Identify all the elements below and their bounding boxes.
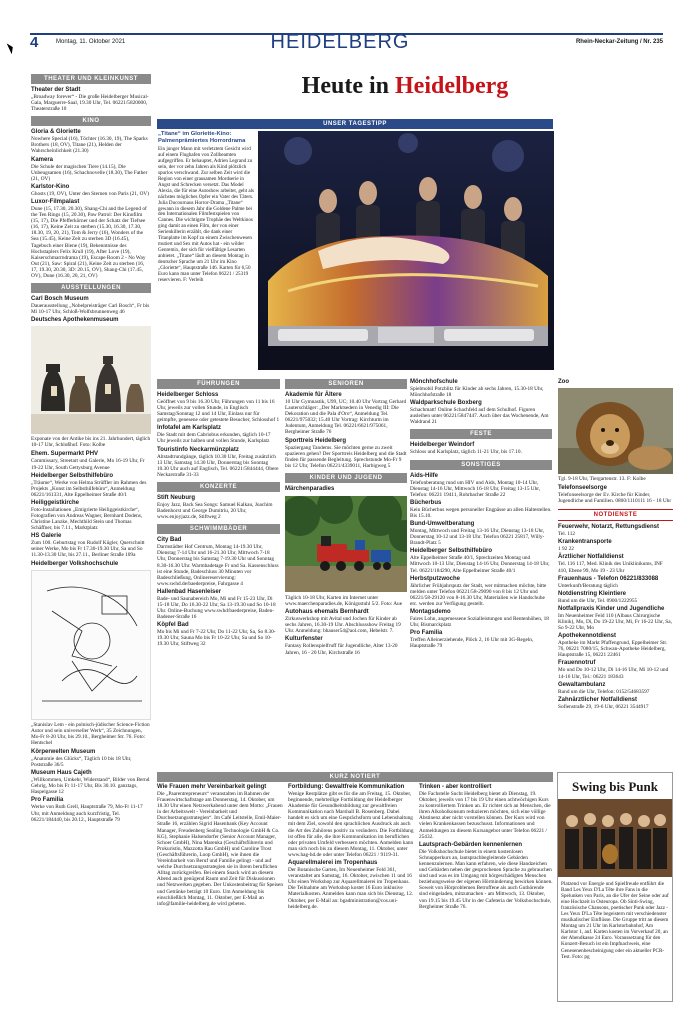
listing-text: Mo und Do 10-12 Uhr, Di 14-16 Uhr, Mi 10-12 und 14-16 Uhr, Tel.: 06221 183643 bbox=[558, 667, 669, 680]
senioren-section-head: SENIOREN bbox=[285, 379, 407, 389]
listing-entry bbox=[31, 451, 151, 470]
lem-drawing-illustration bbox=[32, 571, 151, 720]
listing-entry bbox=[410, 400, 552, 425]
listing-entry bbox=[285, 438, 407, 469]
listing-text: Im Neuenheimer Feld 110 (Albaus Chirurgische Klinik), Mo, Di, Do 19-22 Uhr, Mi, Fr 16-22 Uhr, Sa, So 9-22 Uhr, Mo bbox=[558, 612, 672, 632]
listing-title: Deutsches Apothekenmuseum bbox=[31, 317, 119, 324]
listing-entry bbox=[410, 379, 552, 398]
listing-text: 10 Uhr Gymnastik, U99, UC; 10.40 Uhr Vortrag Gerhard Lauterschläger: „Der Marktsedern in Venedig III: Die Dekoration und die Pala d'Oro“, Anmeldung Tel. 06221/975032; 15.40 Uhr Vortrag: Kirchturm im Judentum, Anmeldung Tel. 06221/6621/975061, Bergheimer Straße 76 bbox=[285, 399, 407, 436]
listing-title: Kulturfenster bbox=[285, 636, 323, 643]
maerchenparadies-photo bbox=[285, 496, 407, 592]
listing-text: Mo bis Mi und Fr 7-22 Uhr, Do 11-22 Uhr, Sa, So 8.30-19.30 Uhr, Sauna Mo bis Fr 10-22 Uhr, Sa und So 10-19.30 Uhr, Stiftweg 32 bbox=[157, 629, 276, 648]
listing-entry bbox=[419, 842, 553, 910]
sonstiges-section-head: SONSTIGES bbox=[410, 460, 552, 470]
listing-title: Heidelberger Volkshochschule bbox=[31, 560, 119, 567]
listing-title: Karlstor-Kino bbox=[31, 183, 70, 190]
listing-entry bbox=[31, 157, 151, 182]
schulen-list bbox=[410, 379, 552, 425]
paper-name: Rhein-Neckar-Zeitung / Nr. 235 bbox=[575, 39, 663, 45]
listing-text: Foto-Installationen „Emigrierte Heiliggeistkirche“, Fotografien von Andreas Wagner, Bernhard Dodens, Christine Lanzke, Mechthild Stein und Thomas Schäffner, bis 7.11., Marktplatz bbox=[31, 506, 143, 532]
column-2 bbox=[157, 379, 280, 650]
zoo-caption: Tgl. 9-18 Uhr, Tiergartenstr. 13. F: Kolbe bbox=[558, 476, 646, 482]
listing-text: Faires Lohn, angemessene Sozialleistungen und Rentenhöhen, 18 Uhr, Bismarckplatz bbox=[410, 615, 549, 629]
listing-title: Fortbildung: Gewaltfreie Kommunikation bbox=[288, 784, 405, 790]
listing-title: HS Galerie bbox=[31, 533, 62, 540]
listing-text: Apotheke im Markt Pfaffengrund, Eppelheimer Str. 76, 06221 7080/15, Schwan-Apotheke Heidelberg, Hauptstraße 15, 06221 22461 bbox=[558, 640, 668, 659]
tagestipp-body: Ein junger Mann mit verletztem Gesicht wird auf einem Flughafen von Zollbeamten aufgegriffen. Er behauptet, Adrien Legrand zu sein, der vor zehn Jahren als Kind plötzlich spurlos verschwand. Zur selben Zeit wird die Region von einer grausamen Mordserie in Angst und Schrecken versetzt. Das Model Alexia, die für eine Autoshow arbeitet, geht als nächstes mögliches Opfer ein Vater des Täters. Julia Ducournaus Horror-Drama „Titane“ gewann in diesem Jahr die Goldene Palme bei den Internationalen Filmfestspielen von Cannes. Die wichtigste Trophäe des Weltkinos ging damit an einen Film, der von einer Serienkillerin erzählt, die dank einer Titanplatte im Kopf zu einem Zwischenwesen mutiert und Sex mit Autos hat - ein wilder Genremix, der sich für vielfältige Lesarten anbietet. „Titane“ läuft an diesem Montag in deutscher Sprache um 21 Uhr im Kino „Gloriette“, Hauptstraße 146. Karten für 6,50 Euro kann man unter Telefon 06221 / 25319 reservieren. F: Verleih bbox=[158, 146, 255, 283]
listing-entry bbox=[288, 860, 415, 910]
theater-list bbox=[31, 87, 151, 112]
listing-text: Kein Bücherbus wegen personeller Engpässe an allen Haltestellen. Bis 15.10. bbox=[410, 506, 552, 519]
listing-title: Luxor-Filmpalast bbox=[31, 198, 80, 205]
listing-title: Ehem. Supermarkt PHV bbox=[31, 451, 99, 458]
listing-title: Apothekennotdienst bbox=[558, 633, 616, 640]
listing-entry bbox=[410, 500, 552, 519]
listing-entry bbox=[157, 784, 284, 907]
listing-title: Autohaus ehemals Bernhardt bbox=[285, 609, 369, 616]
listing-title: Krankentransporte bbox=[558, 539, 612, 546]
listing-text: „Träume“, Werke von Helma Strüffler im Rahmen des Projekts „Kunst im Selbsthilfebüro“, Anmeldung 06221/161331, Alte Eppelheimer Straße 40/1 bbox=[31, 479, 147, 498]
zoo-title: Zoo bbox=[558, 379, 569, 385]
band-photo bbox=[558, 799, 672, 877]
listing-title: Stift Neuburg bbox=[157, 494, 195, 501]
kinder-list bbox=[285, 609, 407, 655]
telefonseelsorge-list bbox=[558, 485, 673, 504]
listing-title: Carl Bosch Museum bbox=[31, 296, 89, 303]
listing-entry bbox=[31, 199, 151, 279]
listing-title: Ärztlicher Notfalldienst bbox=[558, 554, 624, 561]
listing-title: Feuerwehr, Notarzt, Rettungsdienst bbox=[558, 524, 660, 531]
listing-title: Waldparkschule Boxberg bbox=[410, 400, 482, 407]
listing-entry bbox=[31, 533, 151, 558]
listing-entry bbox=[558, 524, 673, 537]
listing-entry bbox=[31, 500, 151, 531]
listing-text: Geöffnet von 9 bis 16.30 Uhr, Führungen von 11 bis 16 Uhr, jeweils zur vollen Stunde, in Englisch Samstag/Sonntag 12 und 14 Uhr, Einlass nur für geimpfte, genesene oder getestete Besucher, Schlosshof 1 bbox=[157, 399, 280, 424]
listing-text: Zirkuswerkshop mit Avital und Jochen für Kinder ab sechs Jahren, 16.30-19 Uhr. Abschlussshow Freitag 19 Uhr. Anmeldung: bhauser54@aol.com, Hebelstr. 7. bbox=[285, 616, 401, 635]
listing-title: Infotafel am Karlsplatz bbox=[157, 425, 222, 432]
listing-title: Hallenbad Hasenleiser bbox=[157, 588, 222, 595]
kurz-column-1 bbox=[157, 784, 284, 909]
listing-entry bbox=[157, 537, 280, 587]
schwimmbaeder-list bbox=[157, 537, 280, 647]
listing-text: Spaziergang Tandems. Sie möchten gerne zu zweit spazieren gehen? Der Sporttreis Heidelberg und die Stadt finden für passende Begleitung. Sprechstunde Mo-Fr 9 bis 12 Uhr, Telefon 06221/4339011, Harbigweg 5 bbox=[285, 444, 407, 469]
listing-entry bbox=[31, 770, 151, 795]
listing-entry bbox=[419, 784, 553, 840]
listing-entry bbox=[157, 425, 280, 444]
listing-text: Darmstädter Hof Centrum, Montag 14-19.30 Uhr, Dienstag 7-14 Uhr und 16-21.30 Uhr, Mittwoch 7-18 Uhr, Donnerstag bis Samstag 7-19.30 Uhr und Sonntag 8.30-16.30 Uhr. Warmbadetage Fr und Sa. Kassenschluss ist eine Stunde, Badeschluss 30 Minuten vor Badeschließung, Onlinereservierung: www.swhd.de/baederpreise, Fahrgasse 4 bbox=[157, 544, 279, 587]
listing-title: Lautsprach-Gebärden kennenlernen bbox=[419, 841, 523, 848]
listing-entry bbox=[410, 548, 552, 573]
maerchenparadies-title: Märchenparadies bbox=[285, 485, 335, 492]
titane-photo bbox=[258, 131, 554, 370]
notdienste-section-head: NOTDIENSTE bbox=[558, 509, 673, 521]
listing-title: Notdienstring Kleintiere bbox=[558, 590, 627, 597]
swing-bis-punk-box bbox=[557, 772, 673, 1002]
left-column bbox=[31, 74, 151, 825]
page-headline bbox=[275, 73, 535, 100]
listing-title: Bund-Umweltberatung bbox=[410, 521, 475, 528]
listing-entry bbox=[285, 636, 407, 655]
kurz-notiert-head: KURZ NOTIERT bbox=[157, 772, 553, 782]
listing-entry bbox=[31, 749, 151, 768]
listing-title: Heiliggeistkirche bbox=[31, 499, 80, 506]
listing-entry bbox=[31, 561, 151, 568]
swing-text: Platzend vor Energie und Spielfreude entführt die Band Les Yeux D'La Tête ihre Fans in die Spelunken von Paris, an die Ufer der Seine oder auf eine Hochzeit in Osteuropa. Ob Sinti-Swing, französische Chansons, poetischer Punk oder Jazz - Les Yeux D'La Tête begeistern mit verschiedenster musikalischer Einflüsse. Die Gruppe tritt an diesem Montag um 21 Uhr im Karlstorbahnhof, Am Karlstor 1, auf. Karten kosten im Vorverkauf 20, an der Abendkasse 24 Euro. Voraussetzung für den Konzert-Besuch ist ein Impfnachweis, eine Genesenenbescheinigung oder ein aktueller PCR-Test. Foto: pg bbox=[561, 881, 669, 960]
listing-text: Tel. 116 117, Med. Klinik des Uniklinikums, INF 410, Ebene 99, Mo 19 - 23 Uhr bbox=[558, 561, 663, 574]
listing-title: Heidelberger Schloss bbox=[157, 392, 219, 398]
headline-part-2: Heidelberg bbox=[395, 73, 509, 99]
listing-entry bbox=[558, 606, 673, 631]
listing-entry bbox=[410, 576, 552, 607]
exhibition-list bbox=[31, 296, 151, 324]
exhibition-list-2 bbox=[31, 451, 151, 567]
swing-title: Swing bis Punk bbox=[572, 779, 658, 794]
section-title: HEIDELBERG bbox=[270, 31, 410, 53]
notdienste-list bbox=[558, 524, 673, 710]
listing-title: Sporttreis Heidelberg bbox=[285, 437, 347, 444]
listing-title: Köpfel Bad bbox=[157, 622, 189, 629]
listing-title: Kamera bbox=[31, 156, 54, 163]
listing-text: Der Botanische Garten, Im Neuenheimer Feld 361, veranstaltet am Samstag, 16. Oktober, zwischen 11 und 16 Uhr einen Workshop zur Aquarellmalerei im Tropenhaus. Die Teilnahme am Workshop kostet 16 Euro inklusive Materialkosten. Anmelden kann man sich bis Dienstag, 12. Oktober, per E-Mail an: bgadministration@cos.uni-heidelberg.de. bbox=[288, 867, 414, 910]
headline-part-1: Heute in bbox=[301, 73, 389, 99]
column-5 bbox=[558, 379, 673, 712]
listing-text: Sofienstraße 29, 19-6 Uhr, 06221 3544917 bbox=[558, 703, 649, 710]
listing-entry bbox=[285, 609, 407, 634]
listing-title: Bücherbus bbox=[410, 499, 442, 506]
listing-entry bbox=[558, 660, 673, 679]
listing-title: Pro Familia bbox=[31, 797, 64, 804]
listing-entry bbox=[410, 473, 552, 498]
listing-entry bbox=[31, 317, 151, 324]
listing-entry bbox=[157, 495, 280, 520]
konzerte-list bbox=[157, 495, 280, 520]
listing-title: Herbstputzwoche bbox=[410, 575, 461, 582]
listing-text: Commissary, Streetart und Galerie, Mo 16-19 Uhr, Fr 19-22 Uhr, South Gettysburg Avenue bbox=[31, 458, 145, 471]
apothecary-photo bbox=[31, 326, 151, 434]
kino-section-head: KINO bbox=[31, 116, 151, 126]
listing-title: Pro Familia bbox=[410, 630, 443, 637]
listing-text: Schachmatt! Online Schachfeld auf dem Schulhof. Figuren ausleihen unter 06221/5847447. Auch über das Wochenende, Am Waldrand 21 bbox=[410, 407, 549, 426]
listing-entry bbox=[558, 485, 673, 504]
listing-text: Dune (15, 17.30, 20.30), Shang-Chi and the Legend of the Ten Rings (15, 20.30), Paw Patrol: Der Kinofilm (15, 17), Die Pfefferkörner und der Schatz der Tiefsee (16, 17), Keine Zeit zu sterben (15.30, 16.30, 17.30, 18.30, 19, 20, 21), Tom & Jerry (16), Wonders of the Sea (15.45), Keine Zeit zu sterben 3D (16.45), Tagebuch einer Biene (19), Bekenntnisse des Hochstaplers Felix Krull (19), After Love (19), Kaiserschmarrndrama (19), Escape Room 2 - No Way Out (21), Saw: Spiral (21), Keine Zeit zu sterben (16, 17, 19.30, 20.30, 3D: 20.15, OV), Shang-Chi (17.45, OV), Dune (16.30, 20, 21, OV) bbox=[31, 205, 147, 279]
listing-entry bbox=[410, 442, 552, 455]
listing-text: Die Stadt mit dem Cabriobus erkunden, täglich 10-17 Uhr jeweils zur halben und vollen Stunde, Karlsplatz bbox=[157, 432, 271, 445]
listing-text: Werke von Ruth Grell, Hauptstraße 79, Mo-Fr 11-17 Uhr, mit Anmeldung auch kurzfristig, Tel. 06221/184440, bis 20.12., Hauptstraße 79 bbox=[31, 804, 143, 823]
listing-title: Frauennotruf bbox=[558, 660, 596, 667]
band-illustration bbox=[558, 799, 672, 877]
tagestipp-section-head: UNSER TAGESTIPP bbox=[157, 119, 553, 129]
listing-entry bbox=[157, 622, 280, 647]
listing-entry bbox=[558, 633, 673, 658]
listing-entry bbox=[410, 630, 552, 649]
listing-entry bbox=[31, 797, 151, 822]
issue-date: Montag, 11. Oktober 2021 bbox=[56, 39, 126, 45]
listing-text: Treffen Alleinerziehende, Plöck 2, 16 Uhr mit 3G-Regeln, Hauptstraße 79 bbox=[410, 637, 534, 650]
listing-entry bbox=[31, 184, 151, 197]
listing-title: Wie Frauen mehr Vereinbarkeit gelingt bbox=[157, 784, 267, 790]
listing-entry bbox=[31, 129, 151, 154]
listing-text: Telefonberatung rund um HIV und Aids, Montag 10-14 Uhr, Dienstag 14-16 Uhr, Mittwoch 16-18 Uhr, Freitag 13-15 Uhr, Telefon: 06221 19411, Rohrbacher Straße 22 bbox=[410, 479, 541, 498]
apothecary-caption: Exponate von der Antike bis ins 21. Jahrhundert, täglich 10-17 Uhr, Schloßhof. Foto: Kolbe bbox=[31, 436, 151, 449]
feste-list bbox=[410, 442, 552, 455]
theater-section-head: THEATER UND KLEINKUNST bbox=[31, 74, 151, 84]
listing-entry bbox=[31, 87, 151, 112]
listing-title: City Bad bbox=[157, 537, 182, 544]
page-number: 4 bbox=[30, 34, 39, 51]
sonstiges-list bbox=[410, 473, 552, 650]
listing-text: Die Fachstelle Sucht Heidelberg bietet ab Dienstag, 19. Oktober, jeweils von 17 bis 19 Uhr einen achtwöchigen Kurs zu kontrolliertem Trinken an. Er richtet sich an Menschen, die ihren Alkoholkonsum reduzieren möchten, sich eine völlige Abstinenz aber nicht vorstellen können. Der Kurs wird von vielen Krankenkassen bezuschusst. Informationen und Anmeldungen zu diesem Kursangebot unter Telefon 06221 / 25432. bbox=[419, 791, 551, 840]
listing-entry bbox=[558, 554, 673, 573]
kinder-section-head: KINDER UND JUGEND bbox=[285, 473, 407, 483]
konzerte-section-head: KONZERTE bbox=[157, 482, 280, 492]
lion-illustration bbox=[558, 388, 673, 474]
fuehrungen-section-head: FÜHRUNGEN bbox=[157, 379, 280, 389]
listing-entry bbox=[157, 392, 280, 423]
listing-entry bbox=[558, 591, 673, 604]
listing-entry bbox=[157, 589, 280, 620]
listing-text: Tel. 112 bbox=[558, 531, 576, 538]
listing-text: „Broadway forever“ - Die große Heidelberger Musical-Gala, Marguerre-Saal, 19.30 Uhr, Tel. 06221/5820000, Theaterstraße 10 bbox=[31, 94, 149, 113]
listing-title: Heidelberger Weindorf bbox=[410, 442, 475, 449]
listing-text: Die Volkshochschule bietet in einem kostenlosen Schnupperkurs an, lautsprachbegleitende Gebärden kennenzulernen. Man kann erfahren, wie diese Handzeichen und Gebärden neben der gesprochenen Sprache zu gebrauchen sind und was es im Umgang mit hörgeschädigten Menschen beziehungsweise der eigenen Hörminderung bewirken können. Soweit von Hörproblemen Betroffene als auch Guthörende sind eingeladen, mitzumachen - am Mittwoch, 13. Oktober, von 19.15 bis 19.45 Uhr in der Cafeteria der Volkshochschule, Bergheimer Straße 76. bbox=[419, 848, 553, 910]
tagestipp-text bbox=[158, 131, 255, 284]
listing-title: Gewaltambulanz bbox=[558, 681, 606, 688]
listing-title: Montagsdemo bbox=[410, 608, 451, 615]
listing-title: Körperwelten Museum bbox=[31, 748, 96, 755]
mouse-cursor-icon bbox=[7, 42, 16, 55]
listing-title: Aquarellmalerei im Tropenhaus bbox=[288, 860, 378, 867]
kino-list bbox=[31, 129, 151, 279]
listing-text: Montag, Mittwoch und Freitag 13-16 Uhr, Dienstag 13-18 Uhr, Donnerstag 10-12 und 13-18 Uhr. Telefon 06221 25817, Willy-Brandt-Platz 5 bbox=[410, 528, 545, 547]
lem-drawing-photo bbox=[31, 570, 151, 720]
exhibition-list-3 bbox=[31, 749, 151, 823]
listing-title: Notfallpraxis Kinder und Jugendliche bbox=[558, 605, 665, 612]
listing-entry bbox=[285, 392, 407, 436]
listing-entry bbox=[410, 521, 552, 546]
listing-title: Aids-Hilfe bbox=[410, 472, 439, 479]
kurz-column-3 bbox=[419, 784, 553, 912]
listing-text: Spielmobil Potzblitz für Kinder ab sechs Jahren, 15.30-18 Uhr, Mönchhofstraße 18 bbox=[410, 386, 544, 399]
listing-entry bbox=[157, 447, 280, 478]
listing-entry bbox=[31, 296, 151, 315]
listing-text: „Willkommen, Umkehr, Widerstand“, Bilder von Bernd Gehrig, Mo bis Fr 11-17 Uhr, Bis 30.10. ganztags, Haspelgasse 12 bbox=[31, 777, 150, 796]
listing-text: Enjoy Jazz, Back Sea Songs: Samuel Kalkau, Joachim Badenhorst und George Dumitriu, 20 Uhr, www.enjoyjazz.de, Stiftweg 2 bbox=[157, 501, 273, 521]
senioren-list bbox=[285, 392, 407, 469]
listing-title: Theater der Stadt bbox=[31, 87, 81, 93]
listing-entry bbox=[558, 576, 673, 589]
listing-text: Die „Paarentrepreneurs“ veranstalten im Rahmen der Frauenwirtschaftstage am Donnerstag, 14. Oktober, um 18.30 Uhr einen Netzwerkabend unter dem Motto: „Frauen in der Arbeitswelt - Vereinbarkeit und Durchsetzungsstrategien“. Im Café Leitstelle, Emil-Maier-Straße 16, erzählen Sigrid Hasenbank (Key Account Manager, Freudenberg Sealing Technologie GmbH & Co. KG), Stephanie Halsendorfer (Senior Account Manager, Schoer GmbH), Nina Marenka (Geschäftsführerin und Prokuristin, Mazzotta Rau GmbH) und Caroline Trost (Geschäftsführerin, Loop GmbH), wie ihnen die Vereinbarkeit von Beruf und Familie gelingt - und auf welche Durchsetzungsstrategien sie in ihrem beruflichen Alltag zurückgreifen. Bei einem Snack wird an diesem Abend auch genügend Raum und Zeit für Diskussionen und Netzwerken gegeben. Der Unkostenbeitrag für Speisen und Getränke beträgt 10 Euro. Um Anmeldung bis einschließlich Montag, 11. Oktober, per E-Mail an info@familie-heidelberg.de wird gebeten. bbox=[157, 791, 284, 907]
feste-section-head: FESTE bbox=[410, 429, 552, 439]
kurz-column-2 bbox=[288, 784, 415, 912]
listing-text: Bade- und Saunabereich Mo, Mi und Fr 15-23 Uhr, Di 15-18 Uhr, Do 16.30-22 Uhr, Sa 13-19.30 und So 10-18 Uhr. Online-Buchung www.swhd/baederpreise, Baden-Badener-Straße 16 bbox=[157, 595, 276, 621]
listing-title: Telefonseelsorge bbox=[558, 485, 607, 492]
listing-text: Ghosts (19, OV), Unter den Sternen von Paris (21, OV) bbox=[31, 190, 149, 197]
listing-title: Zahnärztlicher Notfalldienst bbox=[558, 696, 638, 703]
column-3 bbox=[285, 379, 407, 658]
zoo-lion-photo bbox=[558, 388, 673, 474]
listing-entry bbox=[31, 473, 151, 498]
listing-title: Touristinfo Neckarmünzplatz bbox=[157, 446, 239, 453]
listing-title: Akademie für Ältere bbox=[285, 392, 342, 398]
listing-entry bbox=[558, 539, 673, 552]
apothecary-jars-illustration bbox=[31, 326, 151, 434]
listing-title: Gloria & Gloriette bbox=[31, 129, 81, 136]
toy-train-illustration bbox=[285, 496, 407, 592]
listing-text: Dauerausstellung „Nobelpreisträger Carl Bosch“, Fr bis Mi 10-17 Uhr, Schloß-Wolfsbrunnenweg 46 bbox=[31, 303, 150, 316]
listing-entry bbox=[558, 697, 673, 710]
listing-text: Schloss und Karlsplatz, täglich 11-21 Uhr, bis 17.10. bbox=[410, 449, 522, 456]
listing-title: Mönchhofschule bbox=[410, 379, 458, 385]
listing-text: Fantasy Rollenspielfruff für Jugendliche, Alter 13-20 Jahren, 16 - 20 Uhr, Kirchstraße 16 bbox=[285, 643, 398, 656]
listing-text: Rund um die Uhr, Telefon: 0152/54683597 bbox=[558, 688, 650, 695]
column-4 bbox=[410, 379, 552, 651]
listing-text: Wenige Restplätze gibt es für die am Freitag, 15. Oktober, beginnende, mehrteilige Fortbildung der Heidelberger Akademie für Gesundheitsbildung zur gewaltfreien Kommunikation nach Marshall B. Rosenberg. Dabei handelt es sich um eine Gesprächsform und Lebenshaltung mit dem Ziel, sowohl den sprachlichen Ausdruck als auch die Art des Zuhörens positiv zu verändern. Die Fortbildung ist offen für alle, die ihre Kommunikation im beruflichen oder privaten Umfeld verbessern möchten. Anmelden kann man sich noch bis zu diesem Montag, 11. Oktober, unter www.hag-hd.de oder unter Telefon 06221 / 9119-31. bbox=[288, 791, 414, 858]
listing-text: Alte Eppelheimer Straße 40/1, Sprechzeiten Montag und Mittwoch 10-13 Uhr, Dienstag 14-16 Uhr, Donnerstag 14-18 Uhr, Tel. 06221/184290, Alte Eppelheimer Straße 40/1 bbox=[410, 555, 550, 574]
listing-entry bbox=[558, 682, 673, 695]
listing-text: Die Schule der magischen Tiere (14.15), Die Unbeugsamen (16), Schachnovelle (18.30), The Father (21, OV) bbox=[31, 163, 148, 182]
schwimmbaeder-section-head: SCHWIMMBÄDER bbox=[157, 524, 280, 534]
listing-entry bbox=[288, 784, 415, 858]
listing-text: 1 92 22 bbox=[558, 546, 574, 553]
ausstellungen-section-head: AUSSTELLUNGEN bbox=[31, 283, 151, 293]
listing-text: Nowhere Special (16), Töchter (16.30, 19), The Sparks Brothers (18, OV), Titane (21), Helden der Wahrscheinlichkeit (21.30) bbox=[31, 136, 148, 155]
fuehrungen-list bbox=[157, 392, 280, 478]
listing-text: Rund um die Uhr, Tel. 0900/1222955 bbox=[558, 597, 638, 604]
maerchenparadies-caption: Täglich 10-18 Uhr, Karten im Internet unter www.maerchenparadies.de, Königsstuhl 5/2. Foto: Aue bbox=[285, 594, 403, 608]
listing-title: Museum Haus Cajeth bbox=[31, 770, 92, 777]
listing-title: Heidelberger Selbsthilfebüro bbox=[31, 472, 114, 479]
lem-caption: „Stanislav Lem - ein polnisch-jüdischer Science-Fiction Autor und sein universeller Werk“, 35 Zeichnungen, Mo-Fr 8-20 Uhr, bis 29.10., Bergheimer Str. 76. Foto: Hentschel bbox=[31, 721, 150, 746]
listing-title: Trinken - aber kontrolliert bbox=[419, 784, 492, 790]
listing-title: Frauenhaus - Telefon 06221/833088 bbox=[558, 575, 659, 582]
listing-text: Altstadtrundgänge, täglich 10.30 Uhr, Freitag zusätzlich 13 Uhr, Samstag 14.30 Uhr, Donnerstag bis Sonntag 10.30 Uhr auch auf Englisch, Tel. 06221/5844444, Obere Neckarstraße 31-33 bbox=[157, 453, 279, 478]
listing-text: Zum 100. Geburtstag von Rudolf Kügler, Querschnitt seiner Werke, Mo bis Fr 17.30-19.30 Uhr, Sa und So 11.30-13.30 Uhr, bis 27.11., Berliner Straße 109a bbox=[31, 540, 145, 559]
listing-text: Jährlicher Frühjahrsputz der Stadt, wer mitmachen möchte, bitte melden unter Telefon 06221/58-29090 von 8 bis 12 Uhr und 06221/58-29120 von 8-16.30 Uhr, Materialien wie Handschuhe etc. werden zur Verfügung gestellt. bbox=[410, 582, 547, 607]
listing-title: Heidelberger Selbsthilfebüro bbox=[410, 548, 493, 555]
tagestipp-headline: „Titane“ im Gloriette-Kino: Palmenprämiertes Horrordrama bbox=[158, 131, 246, 144]
listing-text: Unterkunft/Beratung täglich bbox=[558, 582, 618, 589]
titane-car-illustration bbox=[258, 131, 554, 370]
listing-entry bbox=[410, 609, 552, 628]
listing-text: „Anatomie des Glücks“, Täglich 10 bis 18 Uhr, Poststraße 36/5 bbox=[31, 755, 132, 769]
listing-text: Telefonseelsorge der Ev. Kirche für Kinder, Jugendliche und Familien. 0800/1110111 16 - 18 Uhr bbox=[558, 492, 672, 505]
